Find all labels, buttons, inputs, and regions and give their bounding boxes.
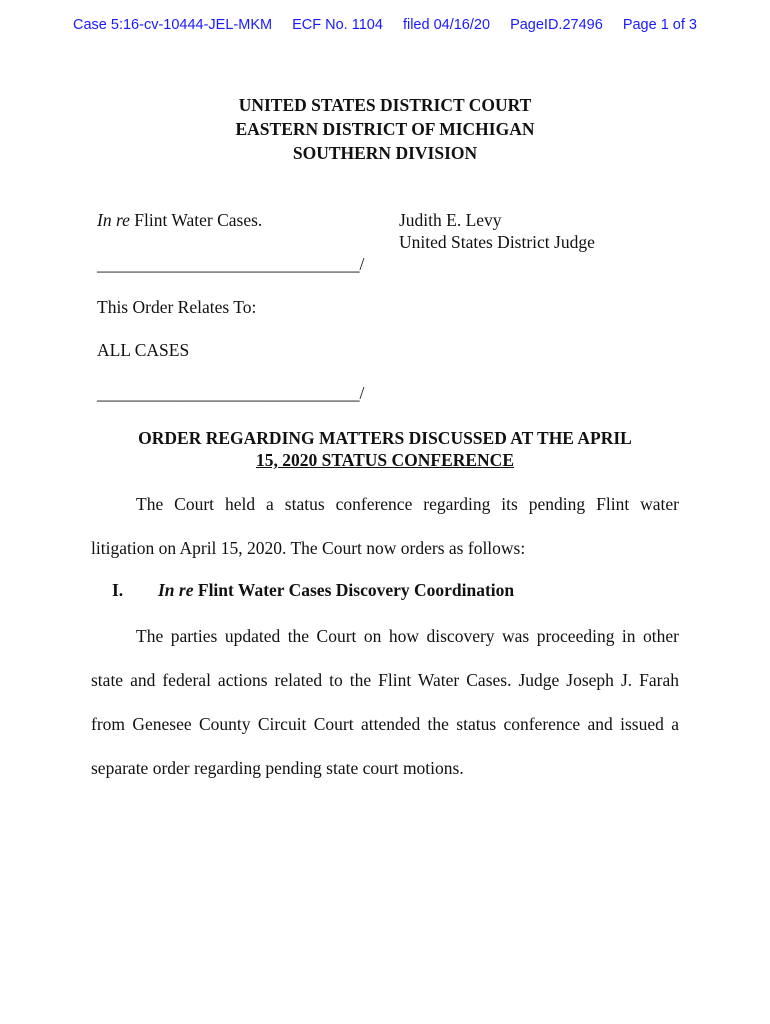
section-paragraph: The parties updated the Court on how discovery was proceeding in other state and federal actions related to the Flint Water Cases. Judge Joseph J. Farah from Genesee County Circuit Court attended the status conference and issued a separate order regarding pending state court motions.: [91, 626, 679, 778]
order-title-line: ORDER REGARDING MATTERS DISCUSSED AT THE APRIL: [138, 428, 632, 448]
page-count: Page 1 of 3: [622, 17, 697, 33]
ecf-filing-header: [0, 17, 770, 33]
case-caption: [97, 209, 262, 231]
filed-date: filed 04/16/20: [402, 17, 491, 33]
judge-name: Judith E. Levy: [399, 210, 502, 230]
section-title: Flint Water Cases Discovery Coordination: [193, 580, 515, 600]
order-title-line: 15, 2020 STATUS CONFERENCE: [256, 450, 514, 470]
court-division: SOUTHERN DIVISION: [292, 143, 478, 163]
section-heading: [112, 579, 514, 601]
relates-to-label: This Order Relates To:: [97, 297, 257, 317]
judge-title: United States District Judge: [399, 232, 595, 252]
section-in-re: In re: [158, 580, 194, 600]
order-title: [0, 427, 770, 471]
court-district: EASTERN DISTRICT OF MICHIGAN: [235, 119, 535, 139]
case-name: Flint Water Cases.: [129, 210, 263, 230]
caption-separator: ______________________________/: [97, 254, 365, 274]
ecf-number: ECF No. 1104: [292, 17, 383, 33]
all-cases-label: ALL CASES: [97, 340, 190, 360]
intro-paragraph: The Court held a status conference regarding its pending Flint water litigation on April 15, 2020. The Court now orders as follows:: [91, 494, 679, 558]
case-number: Case 5:16-cv-10444-JEL-MKM: [73, 17, 273, 33]
caption-separator: ______________________________/: [97, 383, 365, 403]
court-heading: [0, 93, 770, 165]
page-id: PageID.27496: [510, 17, 603, 33]
section-number: I.: [112, 580, 124, 600]
in-re-label: In re: [97, 210, 130, 230]
court-name: UNITED STATES DISTRICT COURT: [238, 95, 532, 115]
